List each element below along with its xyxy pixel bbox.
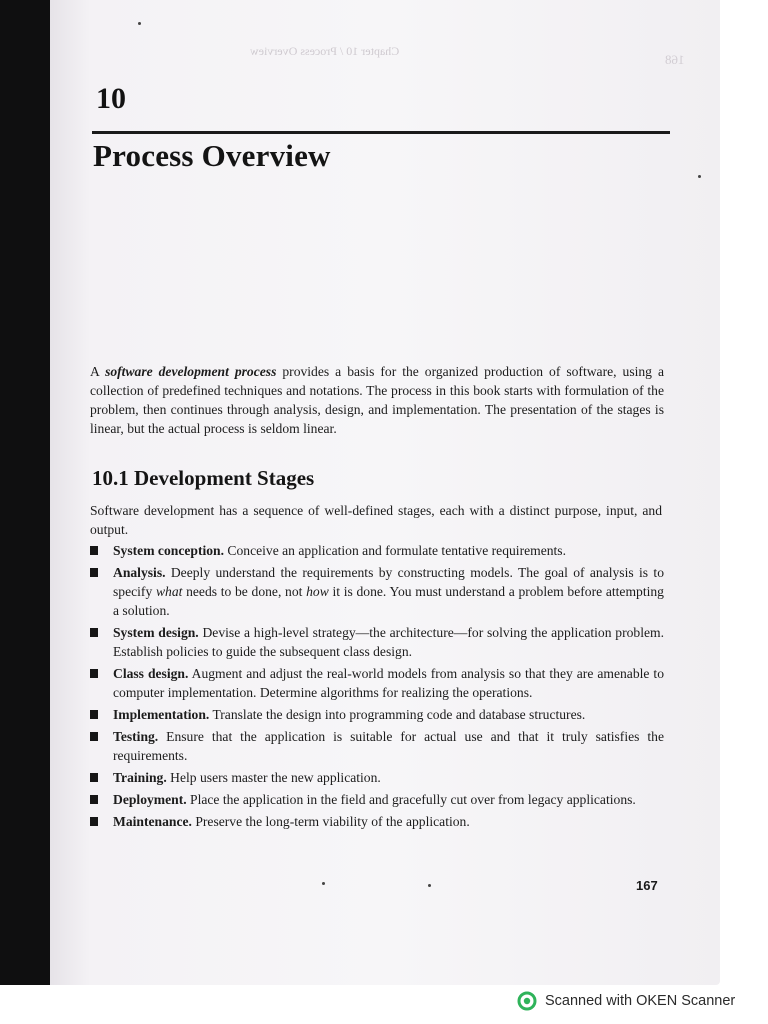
list-item (88, 563, 664, 620)
intro-rest: provides a basis for the organized production of software, using a collection of predefined techniques and notations. The process in this book starts with formulation of the problem, then continues through analysis, design, and implementation. The presentation of the stages is linear, but the actual process is seldom linear. (90, 364, 665, 436)
list-item (88, 812, 664, 831)
list-item (88, 768, 664, 787)
stage-text: Help users master the new application. (166, 770, 381, 785)
speck (428, 884, 431, 887)
stage-text: Augment and adjust the real-world models from analysis so that they are amenable to computer implementation. Determine algorithms for realizing the operations. (113, 666, 664, 700)
bullet-square-icon (90, 546, 98, 555)
stage-term: Analysis. (113, 565, 166, 580)
stage-list (88, 541, 664, 834)
stage-term: Testing. (113, 729, 159, 744)
bleed-through-page-number: 168 (665, 52, 685, 67)
page-number: 167 (636, 878, 658, 893)
bullet-square-icon (90, 817, 98, 826)
list-item (88, 623, 664, 661)
section-lead-paragraph: Software development has a sequence of well-defined stages, each with a distinct purpose, input, and output. (90, 503, 662, 537)
book-binding-shadow (0, 0, 50, 985)
stage-term: Training. (113, 770, 167, 785)
stage-text: Place the application in the field and gracefully cut over from legacy applications. (186, 792, 636, 807)
bullet-square-icon (90, 773, 98, 782)
bleed-through-running-head: Chapter 10 / Process Overview (250, 44, 400, 58)
stage-term: System design. (113, 625, 199, 640)
bullet-square-icon (90, 795, 98, 804)
list-item (88, 790, 664, 809)
scanner-watermark (517, 990, 735, 1012)
list-item (88, 705, 664, 724)
stage-text: Deeply understand the requirements by constructing models. The goal of analysis is to specify (113, 565, 664, 599)
oken-scanner-logo-icon (517, 991, 537, 1011)
list-item (88, 664, 664, 702)
section-heading: 10.1 Development Stages (92, 466, 315, 490)
stage-term: System conception. (113, 543, 225, 558)
chapter-title: Process Overview (93, 138, 331, 173)
chapter-rule (92, 131, 670, 134)
bullet-square-icon (90, 710, 98, 719)
scanner-watermark-text: Scanned with OKEN Scanner (545, 993, 736, 1009)
stage-text: Preserve the long-term viability of the application. (191, 814, 470, 829)
stage-text: Ensure that the application is suitable for actual use and that it truly satisfies the requirements. (113, 729, 664, 763)
bullet-square-icon (90, 628, 98, 637)
stage-text: Conceive an application and formulate tentative requirements. (224, 543, 566, 558)
intro-prefix: A (90, 364, 106, 379)
scanned-page (50, 0, 720, 985)
stage-term: Class design. (113, 666, 189, 681)
speck (322, 882, 325, 885)
list-item (88, 727, 664, 765)
bullet-square-icon (90, 669, 98, 678)
speck (698, 175, 701, 178)
stage-term: Implementation. (113, 707, 210, 722)
stage-emphasis: what (155, 584, 183, 599)
list-item (88, 541, 664, 560)
speck (138, 22, 141, 25)
stage-emphasis: how (306, 584, 329, 599)
stage-text: Devise a high-level strategy—the architecture—for solving the application problem. Establish policies to guide the subsequent class design. (113, 625, 664, 659)
bullet-square-icon (90, 732, 98, 741)
stage-term: Maintenance. (113, 814, 192, 829)
stage-text: Translate the design into programming code and database structures. (209, 707, 586, 722)
bullet-square-icon (90, 568, 98, 577)
stage-term: Deployment. (113, 792, 187, 807)
chapter-number: 10 (96, 82, 126, 115)
stage-text: it is done. You must understand a problem before attempting a solution. (113, 584, 664, 618)
intro-paragraph (90, 362, 664, 438)
stage-text: needs to be done, not (182, 584, 307, 599)
intro-term: software development process (105, 364, 277, 379)
